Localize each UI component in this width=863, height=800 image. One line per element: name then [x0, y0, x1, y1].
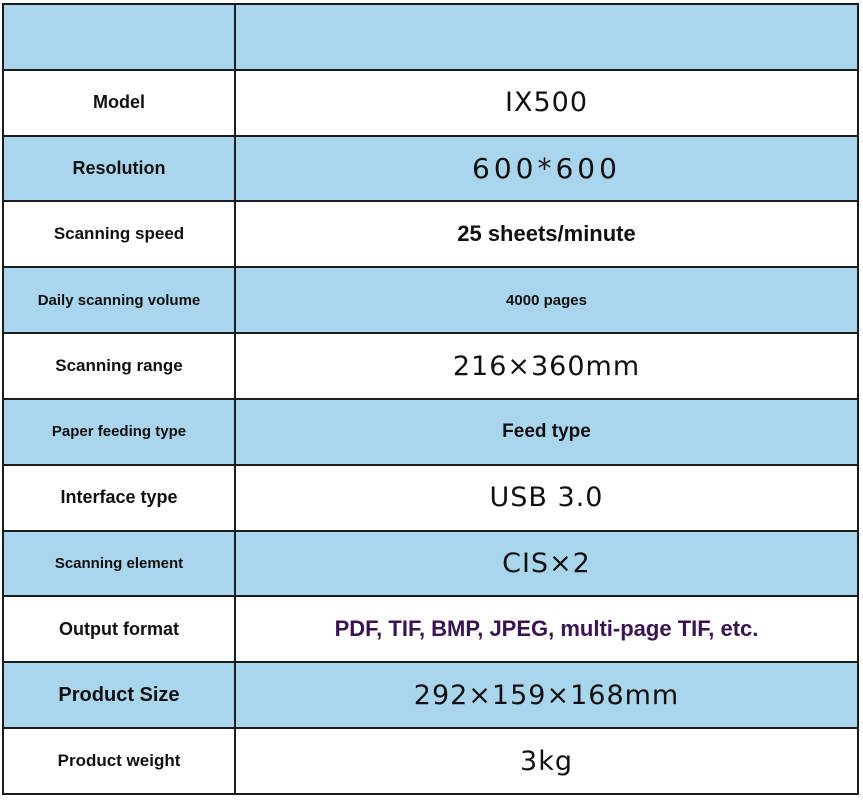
table-row	[4, 532, 857, 598]
row-label-resolution: Resolution	[4, 137, 236, 201]
table-row	[4, 466, 857, 532]
header-label-cell	[4, 5, 236, 69]
row-value-paper-feeding: Feed type	[502, 420, 591, 442]
row-label-model: Model	[4, 71, 236, 135]
table-row	[4, 137, 857, 203]
row-label-paper-feeding: Paper feeding type	[4, 400, 236, 464]
row-value-resolution: 600*600	[472, 152, 621, 186]
header-value-cell	[236, 5, 857, 69]
row-value-product-size: 292×159×168mm	[413, 679, 680, 711]
row-label-output-format: Output format	[4, 597, 236, 661]
row-value-daily-volume: 4000 pages	[506, 291, 587, 309]
row-value-interface: USB 3.0	[489, 482, 604, 514]
row-value-scanning-speed: 25 sheets/minute	[457, 221, 636, 247]
row-value-output-format: PDF, TIF, BMP, JPEG, multi-page TIF, etc.	[334, 616, 759, 642]
row-value-model: IX500	[505, 87, 588, 119]
table-row	[4, 663, 857, 729]
row-label-scanning-speed: Scanning speed	[4, 202, 236, 266]
row-label-product-weight: Product weight	[4, 729, 236, 793]
table-row	[4, 400, 857, 466]
row-value-scanning-element: CIS×2	[502, 548, 591, 580]
row-label-scanning-range: Scanning range	[4, 334, 236, 398]
table-header-row	[4, 5, 857, 71]
table-row	[4, 597, 857, 663]
row-value-scanning-range: 216×360mm	[452, 350, 641, 382]
table-row	[4, 729, 857, 793]
row-label-daily-volume: Daily scanning volume	[4, 268, 236, 332]
table-row	[4, 202, 857, 268]
table-row	[4, 334, 857, 400]
row-label-scanning-element: Scanning element	[4, 532, 236, 596]
spec-table	[2, 3, 859, 795]
row-label-product-size: Product Size	[4, 663, 236, 727]
table-row	[4, 268, 857, 334]
row-value-product-weight: 3kg	[520, 745, 573, 777]
table-row	[4, 71, 857, 137]
row-label-interface: Interface type	[4, 466, 236, 530]
